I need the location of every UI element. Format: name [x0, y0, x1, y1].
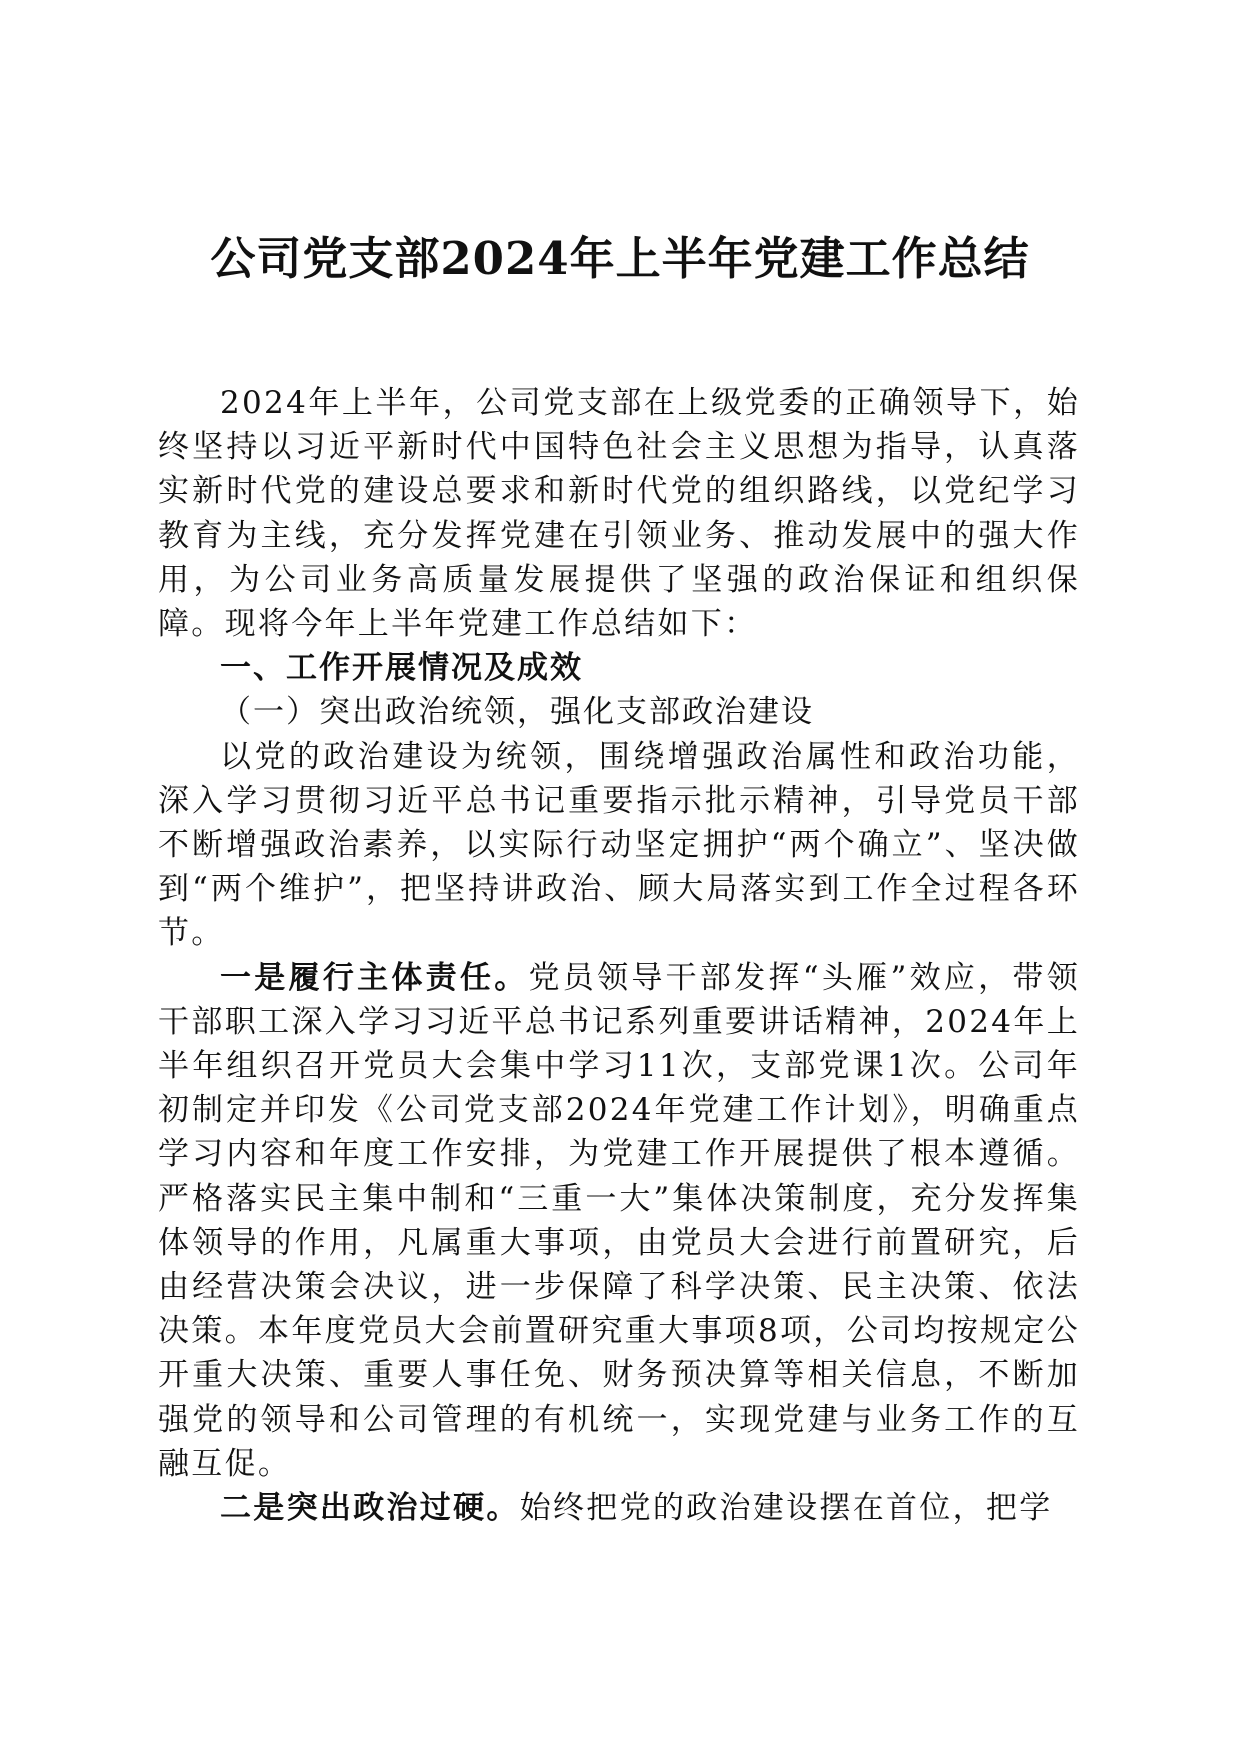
document-body: [158, 381, 1080, 1530]
subsection-heading: （一）突出政治统领，强化支部政治建设: [220, 694, 814, 731]
section-heading: 一、工作开展情况及成效: [220, 650, 583, 687]
point-1-text: 党员领导干部发挥“头雁”效应，带领干部职工深入学习习近平总书记系列重要讲话精神，2024年上半年组织召开党员大会集中学习11次，支部党课1次。公司年初制定并印发《公司党支部2024年党建工作计划》，明确重点学习内容和年度工作安排，为党建工作开展提供了根本遵循。严格落实民主集中制和“三重一大”集体决策制度，充分发挥集体领导的作用，凡属重大事项，由党员大会进行前置研究，后由经营决策会决议，进一步保障了科学决策、民主决策、依法决策。本年度党员大会前置研究重大事项8项，公司均按规定公开重大决策、重要人事任免、财务预决算等相关信息，不断加强党的领导和公司管理的有机统一，实现党建与业务工作的互融互促。: [158, 959, 1081, 1482]
subsection-paragraph: 以党的政治建设为统领，围绕增强政治属性和政治功能，深入学习贯彻习近平总书记重要指示批示精神，引导党员干部不断增强政治素养，以实际行动坚定拥护“两个确立”、坚决做到“两个维护”，把坚持讲政治、顾大局落实到工作全过程各环节。: [158, 738, 1080, 952]
document-title: 公司党支部2024年上半年党建工作总结: [210, 232, 1030, 285]
point-2-paragraph: [158, 1486, 1080, 1530]
point-2-text: 始终把党的政治建设摆在首位，把学: [519, 1490, 1053, 1527]
point-1-lead: 一是履行主体责任。: [220, 959, 529, 996]
point-1-paragraph: [158, 956, 1080, 1486]
point-2-lead: 二是突出政治过硬。: [220, 1490, 520, 1527]
intro-paragraph: 2024年上半年，公司党支部在上级党委的正确领导下，始终坚持以习近平新时代中国特色社会主义思想为指导，认真落实新时代党的建设总要求和新时代党的组织路线，以党纪学习教育为主线，充分发挥党建在引领业务、推动发展中的强大作用，为公司业务高质量发展提供了坚强的政治保证和组织保障。现将今年上半年党建工作总结如下：: [158, 385, 1080, 643]
